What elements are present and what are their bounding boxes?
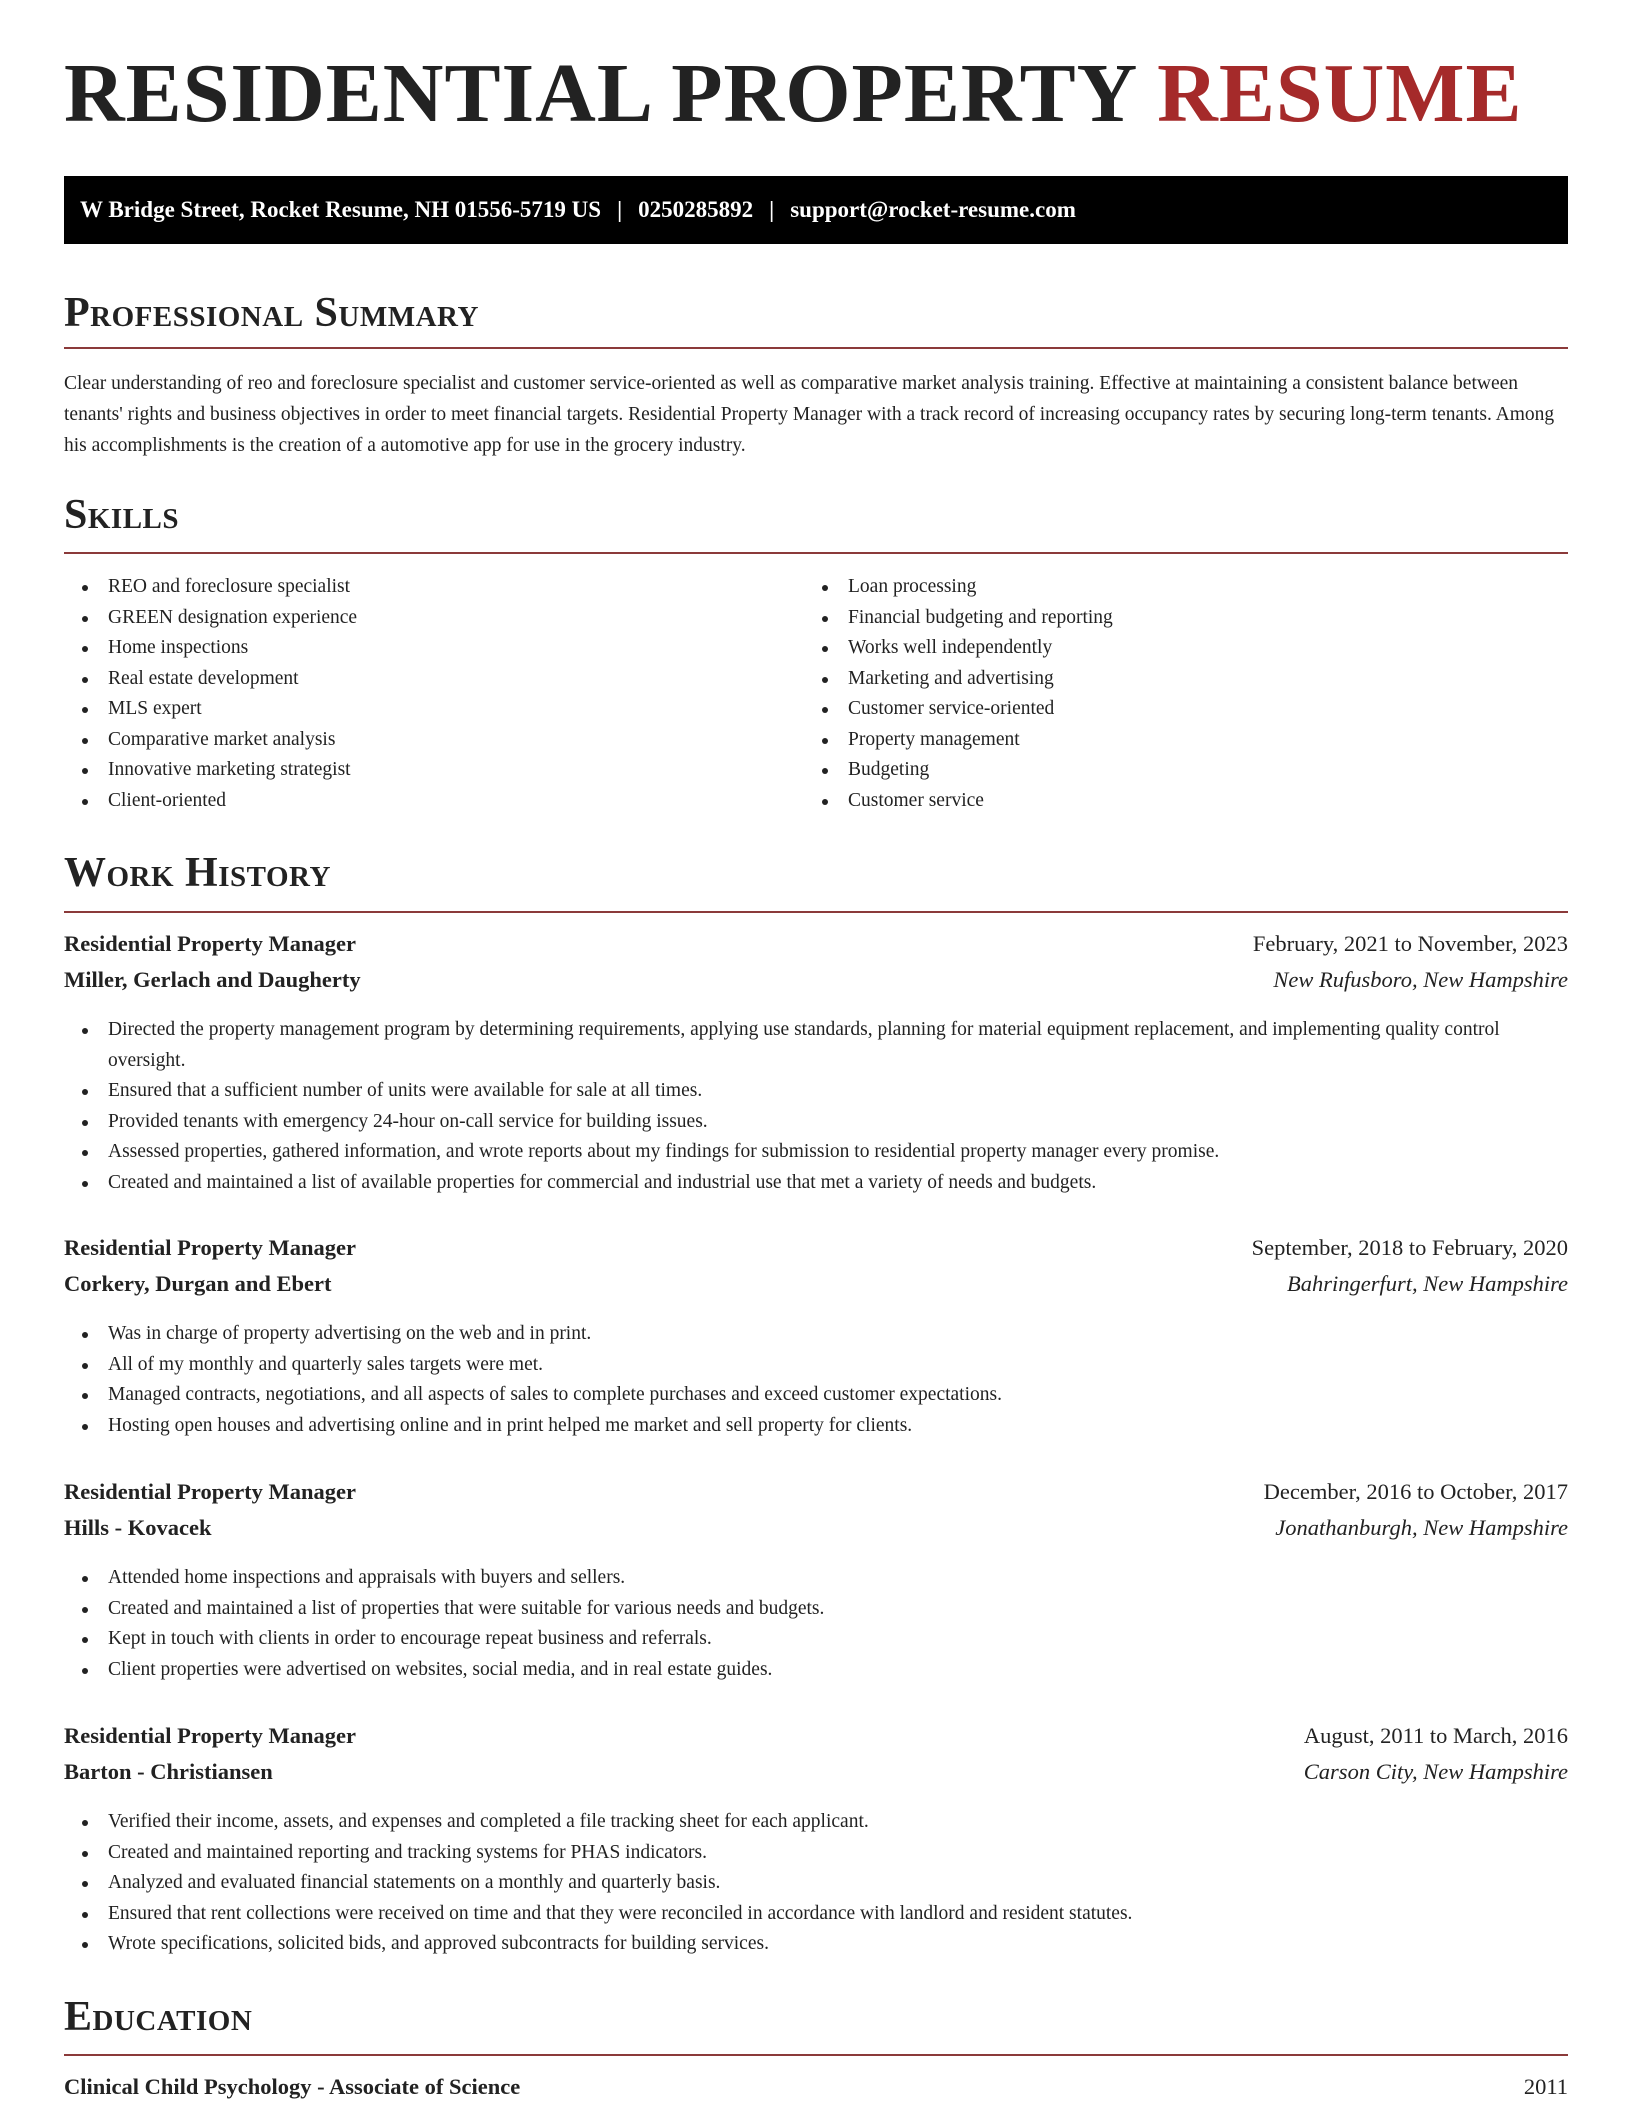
skill-item: Works well independently <box>804 633 1113 664</box>
job-bullet: Wrote specifications, solicited bids, and approved subcontracts for building services. <box>64 1929 1568 1960</box>
job-bullet: Analyzed and evaluated financial statements on a monthly and quarterly basis. <box>64 1868 1568 1899</box>
job-bullet: Created and maintained a list of available properties for commercial and industrial use that met a variety of needs and budgets. <box>64 1168 1568 1199</box>
job-bullet: All of my monthly and quarterly sales targets were met. <box>64 1350 1568 1381</box>
job-bullet: Hosting open houses and advertising online and in print helped me market and sell property for clients. <box>64 1411 1568 1442</box>
job-bullet: Verified their income, assets, and expenses and completed a file tracking sheet for each applicant. <box>64 1807 1568 1838</box>
job-company-row <box>64 1515 1568 1551</box>
job-company-row <box>64 967 1568 1003</box>
job-bullets <box>64 1319 1568 1441</box>
job-header-row <box>64 931 1568 967</box>
job-entry <box>64 931 1568 1198</box>
contact-separator: | <box>617 197 623 222</box>
job-bullet: Directed the property management program by determining requirements, applying use standards, planning for material equipment replacement, and implementing quality control oversight. <box>64 1015 1568 1076</box>
section-rule <box>64 347 1568 349</box>
job-bullet: Was in charge of property advertising on the web and in print. <box>64 1319 1568 1350</box>
job-location: Carson City, New Hampshire <box>1303 1759 1568 1784</box>
skill-item: Real estate development <box>64 664 357 695</box>
contact-phone: 0250285892 <box>638 197 754 222</box>
section-title-summary: Professional Summary <box>64 290 479 336</box>
job-header-row <box>64 1479 1568 1515</box>
section-title-education: Education <box>64 1994 253 2040</box>
job-company-row <box>64 1271 1568 1307</box>
job-location: Bahringerfurt, New Hampshire <box>1286 1271 1568 1296</box>
job-company: Miller, Gerlach and Daugherty <box>64 967 361 992</box>
job-dates: February, 2021 to November, 2023 <box>1252 931 1568 956</box>
job-bullet: Managed contracts, negotiations, and all aspects of sales to complete purchases and exceed customer expectations. <box>64 1380 1568 1411</box>
job-bullet: Client properties were advertised on websites, social media, and in real estate guides. <box>64 1655 1568 1686</box>
contact-email: support@rocket-resume.com <box>790 197 1076 222</box>
summary-text: Clear understanding of reo and foreclosure specialist and customer service-oriented as well as comparative market analysis training. Effective at maintaining a consistent balance between tenants' rights and business objectives in order to meet financial targets. Residential Property Manager with a track record of increasing occupancy rates by securing long-term tenants. Among his accomplishments is the creation of a automotive app for use in the grocery industry. <box>64 373 1555 456</box>
job-location: New Rufusboro, New Hampshire <box>1273 967 1568 992</box>
job-bullets <box>64 1807 1568 1960</box>
skill-item: Marketing and advertising <box>804 664 1113 695</box>
skills-list-left <box>64 572 357 816</box>
skills-list-right <box>804 572 1113 816</box>
job-bullet: Provided tenants with emergency 24-hour on-call service for building issues. <box>64 1107 1568 1138</box>
job-entry <box>64 1723 1568 1960</box>
skill-item: Loan processing <box>804 572 1113 603</box>
job-dates: September, 2018 to February, 2020 <box>1251 1235 1568 1260</box>
skill-item: Client-oriented <box>64 786 357 817</box>
job-company: Corkery, Durgan and Ebert <box>64 1271 332 1296</box>
section-rule <box>64 911 1568 913</box>
skill-item: Comparative market analysis <box>64 725 357 756</box>
skill-item: Property management <box>804 725 1113 756</box>
education-year: 2011 <box>1523 2074 1568 2099</box>
resume-title <box>64 47 1523 140</box>
job-title: Residential Property Manager <box>64 1723 357 1748</box>
job-bullets <box>64 1015 1568 1198</box>
job-title: Residential Property Manager <box>64 931 357 956</box>
job-dates: December, 2016 to October, 2017 <box>1263 1479 1568 1504</box>
section-rule <box>64 2054 1568 2056</box>
skill-item: REO and foreclosure specialist <box>64 572 357 603</box>
section-title-work-history: Work History <box>64 850 331 896</box>
skill-item: Customer service-oriented <box>804 694 1113 725</box>
contact-bar <box>64 176 1568 244</box>
job-bullet: Assessed properties, gathered information, and wrote reports about my findings for submission to residential property manager every promise. <box>64 1137 1568 1168</box>
job-bullet: Ensured that a sufficient number of units were available for sale at all times. <box>64 1076 1568 1107</box>
skill-item: Customer service <box>804 786 1113 817</box>
job-location: Jonathanburgh, New Hampshire <box>1275 1515 1568 1540</box>
section-rule <box>64 552 1568 554</box>
job-header-row <box>64 1723 1568 1759</box>
job-bullet: Ensured that rent collections were received on time and that they were reconciled in accordance with landlord and resident statutes. <box>64 1899 1568 1930</box>
job-bullet: Attended home inspections and appraisals with buyers and sellers. <box>64 1563 1568 1594</box>
contact-address: W Bridge Street, Rocket Resume, NH 01556-5719 US <box>80 197 602 222</box>
job-title: Residential Property Manager <box>64 1235 357 1260</box>
job-bullet: Kept in touch with clients in order to encourage repeat business and referrals. <box>64 1624 1568 1655</box>
skill-item: Financial budgeting and reporting <box>804 603 1113 634</box>
title-accent: RESUME <box>1157 47 1523 140</box>
job-entry <box>64 1479 1568 1685</box>
job-bullet: Created and maintained a list of properties that were suitable for various needs and budgets. <box>64 1594 1568 1625</box>
job-entry <box>64 1235 1568 1441</box>
title-main: RESIDENTIAL PROPERTY <box>64 47 1136 140</box>
job-title: Residential Property Manager <box>64 1479 357 1504</box>
skill-item: Home inspections <box>64 633 357 664</box>
education-degree: Clinical Child Psychology - Associate of Science <box>64 2074 521 2099</box>
skill-item: Budgeting <box>804 755 1113 786</box>
section-title-skills: Skills <box>64 492 180 538</box>
job-company-row <box>64 1759 1568 1795</box>
job-company: Hills - Kovacek <box>64 1515 212 1540</box>
job-company: Barton - Christiansen <box>64 1759 273 1784</box>
contact-separator: | <box>769 197 775 222</box>
education-entry <box>64 2074 1568 2100</box>
skill-item: GREEN designation experience <box>64 603 357 634</box>
job-bullet: Created and maintained reporting and tracking systems for PHAS indicators. <box>64 1838 1568 1869</box>
skill-item: Innovative marketing strategist <box>64 755 357 786</box>
job-header-row <box>64 1235 1568 1271</box>
job-dates: August, 2011 to March, 2016 <box>1303 1723 1568 1748</box>
skill-item: MLS expert <box>64 694 357 725</box>
job-bullets <box>64 1563 1568 1685</box>
